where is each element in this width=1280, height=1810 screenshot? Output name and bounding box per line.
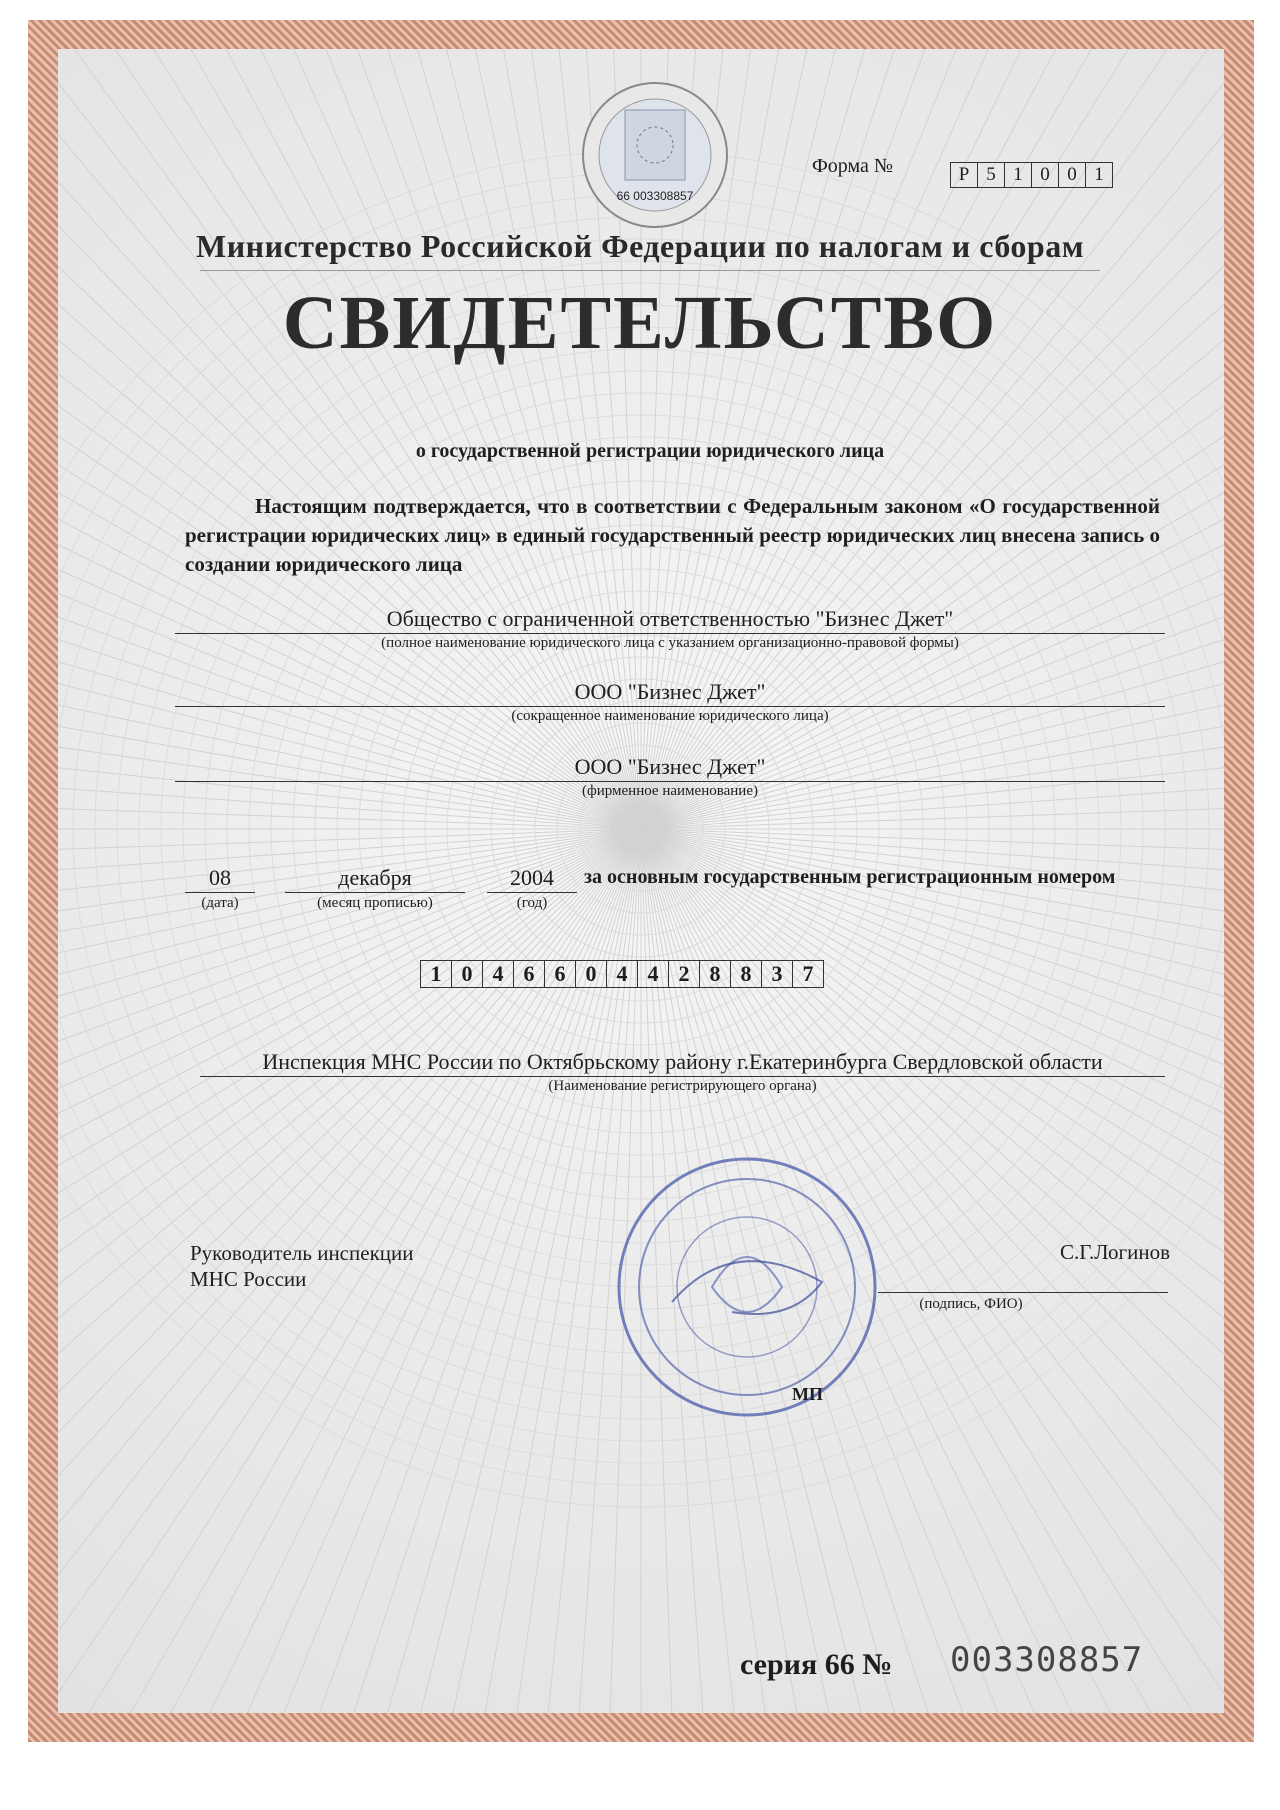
signature-line (878, 1292, 1168, 1293)
hologram-number: 66 003308857 (616, 189, 694, 203)
date-year-value: 2004 (487, 864, 577, 893)
form-code-char: 1 (1094, 164, 1104, 185)
date-day-caption: (дата) (201, 895, 239, 911)
form-code-char: 1 (1005, 163, 1032, 187)
form-code-char: Р (951, 163, 978, 187)
ogrn-digit: 4 (638, 961, 669, 987)
full-name-field (175, 605, 1165, 652)
date-month-value: декабря (285, 864, 465, 893)
full-name-value: Общество с ограниченной ответственностью "Бизнес Джет" (175, 605, 1165, 634)
series-label: серия 66 № (740, 1648, 893, 1681)
short-name-value: ООО "Бизнес Джет" (175, 678, 1165, 707)
head-title (190, 1240, 413, 1292)
firm-name-value: ООО "Бизнес Джет" (175, 753, 1165, 782)
authority-caption: (Наименование регистрирующего органа) (548, 1078, 817, 1094)
signer-name: С.Г.Логинов (1059, 1240, 1170, 1264)
form-code-char: 0 (1032, 163, 1059, 187)
ogrn-digit: 8 (731, 961, 762, 987)
date-day-value: 08 (185, 864, 255, 893)
firm-name-caption: (фирменное наименование) (582, 783, 758, 799)
divider (200, 270, 1100, 271)
form-code-char: 0 (1059, 163, 1086, 187)
ogrn-digit: 4 (607, 961, 638, 987)
ogrn-digit: 0 (576, 961, 607, 987)
ogrn-digit: 6 (514, 961, 545, 987)
form-code (950, 162, 1113, 188)
form-label: Форма № (812, 155, 893, 177)
ogrn-digit: 4 (483, 961, 514, 987)
signature-caption: (подпись, ФИО) (919, 1296, 1023, 1312)
statement-paragraph (185, 492, 1160, 579)
date-month-caption: (месяц прописью) (317, 895, 433, 911)
ogrn-digit: 2 (669, 961, 700, 987)
authority-field (200, 1048, 1165, 1095)
series-number: 003308857 (950, 1640, 1144, 1680)
ogrn-label: за основным государственным регистрационным номером (584, 866, 1116, 888)
ogrn-digit: 1 (421, 961, 452, 987)
ogrn-digit: 8 (700, 961, 731, 987)
authority-value: Инспекция МНС России по Октябрьскому району г.Екатеринбурга Свердловской области (200, 1048, 1165, 1077)
head-title-line2: МНС России (190, 1267, 307, 1291)
ogrn-digit: 0 (452, 961, 483, 987)
date-month (285, 864, 465, 913)
short-name-caption: (сокращенное наименование юридического лица) (511, 708, 829, 724)
stamp-place-label: МП (792, 1384, 823, 1404)
statement-text: Настоящим подтверждается, что в соответствии с Федеральным законом «О государственной регистрации юридических лиц» в единый государственный реестр юридических лиц внесена запись о создании юридического лица (185, 494, 1160, 576)
full-name-caption: (полное наименование юридического лица с указанием организационно-правовой формы) (381, 635, 959, 651)
form-code-char: 5 (978, 163, 1005, 187)
hologram-seal-icon (580, 80, 730, 230)
date-day (185, 864, 255, 913)
short-name-field (175, 678, 1165, 725)
document-subtitle: о государственной регистрации юридического лица (415, 440, 885, 462)
ogrn-digit: 3 (762, 961, 793, 987)
firm-name-field (175, 753, 1165, 800)
ministry-heading: Министерство Российской Федерации по налогам и сборам (195, 228, 1084, 264)
ogrn-number (420, 960, 824, 988)
date-year (487, 864, 577, 913)
document-title: СВИДЕТЕЛЬСТВО (282, 281, 998, 365)
date-year-caption: (год) (516, 895, 548, 911)
head-title-line1: Руководитель инспекции (190, 1241, 414, 1265)
official-stamp-icon (612, 1152, 882, 1422)
ogrn-digit: 7 (802, 961, 814, 986)
ogrn-digit: 6 (545, 961, 576, 987)
